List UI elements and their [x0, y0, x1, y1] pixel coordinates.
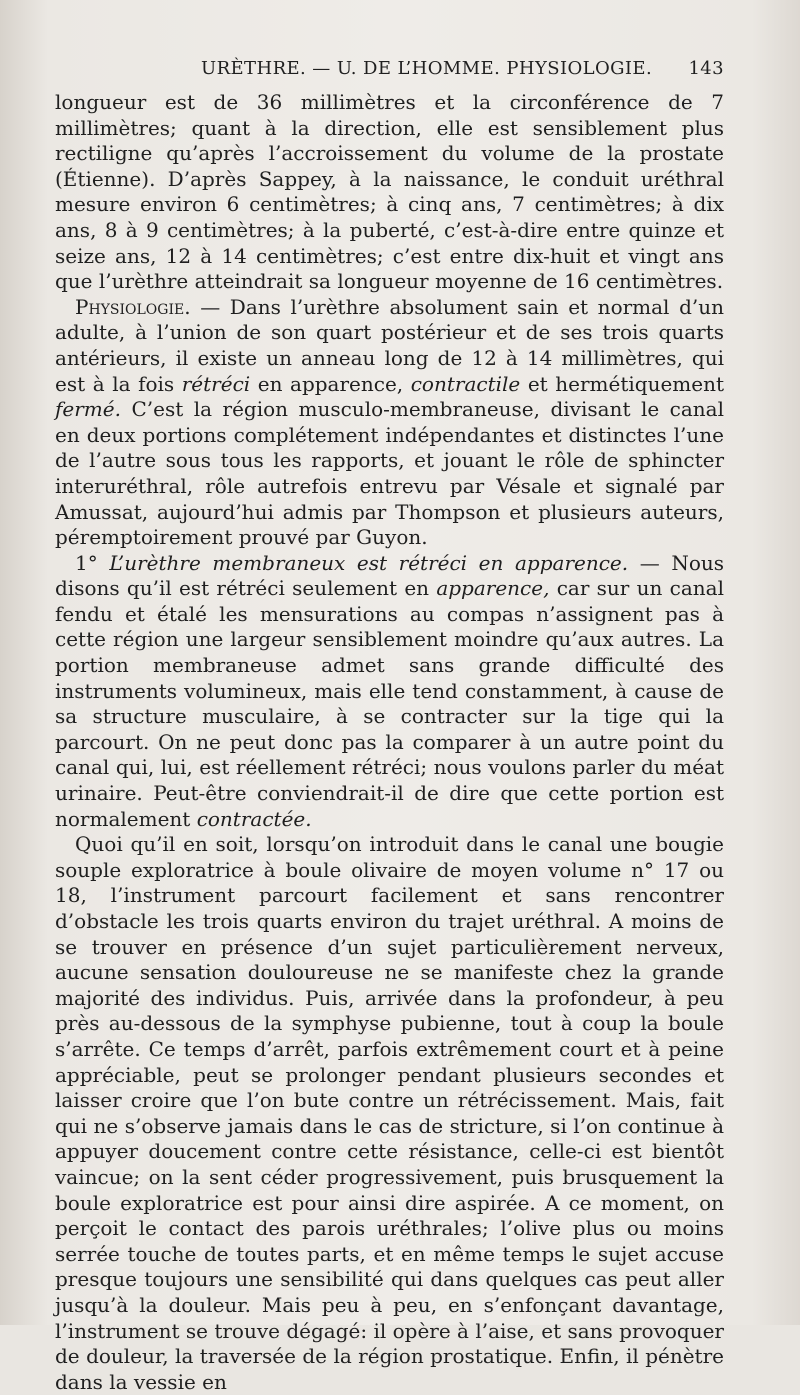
text-run: car sur un canal fendu et étalé les mensurations au compas n’assignent pas à cette région une largeur sensiblement moindre qu’aux autres. La portion membraneuse admet sans grande difficulté des instruments volumineux, mais elle tend constamment, à cause de sa structure musculaire, à se contracter sur la tige qui la parcourt. On ne peut donc pas la comparer à un autre point du canal qui, lui, est réellement rétréci; nous voulons parler du méat urinaire. Peut-être conviendrait-il de dire que cette portion est normalement: [55, 576, 724, 831]
emphasis-ferme: fermé.: [55, 397, 121, 422]
paragraph-physiologie: [55, 295, 724, 551]
emphasis-retreci: rétréci: [181, 371, 251, 396]
paragraph-exploration: Quoi qu’il en soit, lorsqu’on introduit dans le canal une bougie souple exploratrice à boule olivaire de moyen volume n° 17 ou 18, l’instrument parcourt facilement et sans rencontrer d’obstacle les trois quarts environ du trajet uréthral. A moins de se trouver en présence d’un sujet particulièrement nerveux, aucune sensation douloureuse ne se manifeste chez la grande majorité des individus. Puis, arrivée dans la profondeur, à peu près au-dessous de la symphyse pubienne, tout à coup la boule s’arrête. Ce temps d’arrêt, parfois extrêmement court et à peine appréciable, peut se prolonger pendant plusieurs secondes et laisser croire que l’on bute contre un rétrécissement. Mais, fait qui ne s’observe jamais dans le cas de stricture, si l’on continue à appuyer doucement contre cette résistance, celle-ci est bientôt vaincue; on la sent céder progressivement, puis brusquement la boule exploratrice est pour ainsi dire aspirée. A ce moment, on perçoit le contact des parois uréthrales; l’olive plus ou moins serrée touche de toutes parts, et en même temps le sujet accuse presque toujours une sensibilité qui dans quelques cas peut aller jusqu’à la douleur. Mais peu à peu, en s’enfonçant davantage, l’instrument se trouve dégagé: il opère à l’aise, et sans provoquer de douleur, la traversée de la région prostatique. Enfin, il pénètre dans la vessie en: [55, 832, 724, 1394]
paragraph-continuation: longueur est de 36 millimètres et la circonférence de 7 millimètres; quant à la direction, elle est sensiblement plus rectiligne qu’après l’accroissement du volume de la prostate (Étienne). D’après Sappey, à la naissance, le conduit uréthral mesure environ 6 centimètres; à cinq ans, 7 centimètres; à dix ans, 8 à 9 centimètres; à la puberté, c’est-à-dire entre quinze et seize ans, 12 à 14 centimètres; c’est entre dix-huit et vingt ans que l’urèthre atteindrait sa longueur moyenne de 16 centimètres.: [55, 90, 724, 294]
running-header: [55, 58, 724, 86]
item-number: 1°: [75, 550, 98, 575]
page-number: 143: [688, 58, 724, 79]
text-run: — Nous disons qu’il est rétréci seulement en: [55, 550, 725, 601]
paragraph-point-1: [55, 551, 724, 833]
text-run: C’est la région musculo-membraneuse, divisant le canal en deux portions complétement indépendantes et distinctes l’une de l’autre sous tous les rapports, et jouant le rôle de sphincter interuréthral, rôle autrefois entrevu par Vésale et signalé par Amussat, aujourd’hui admis par Thompson et plusieurs auteurs, péremptoirement prouvé par Guyon.: [55, 397, 724, 550]
emphasis-contractee: contractée.: [196, 806, 312, 831]
running-title: URÈTHRE. — U. DE L’HOMME. PHYSIOLOGIE.: [201, 58, 653, 79]
page-body: [55, 90, 724, 1395]
text-run: et hermétiquement: [520, 371, 725, 396]
emphasis-apparence: apparence,: [436, 576, 550, 601]
text-run: en apparence,: [250, 371, 411, 396]
subsection-title: L’urèthre membraneux est rétréci en apparence.: [109, 550, 629, 575]
section-heading-physiologie: Physiologie.: [75, 294, 191, 319]
text-run: — Dans l’urèthre absolument sain et normal d’un adulte, à l’union de son quart postérieur et de ses trois quarts antérieurs, il existe un anneau long de 12 à 14 millimètres, qui est à la fois: [55, 294, 724, 396]
emphasis-contractile: contractile: [410, 371, 521, 396]
